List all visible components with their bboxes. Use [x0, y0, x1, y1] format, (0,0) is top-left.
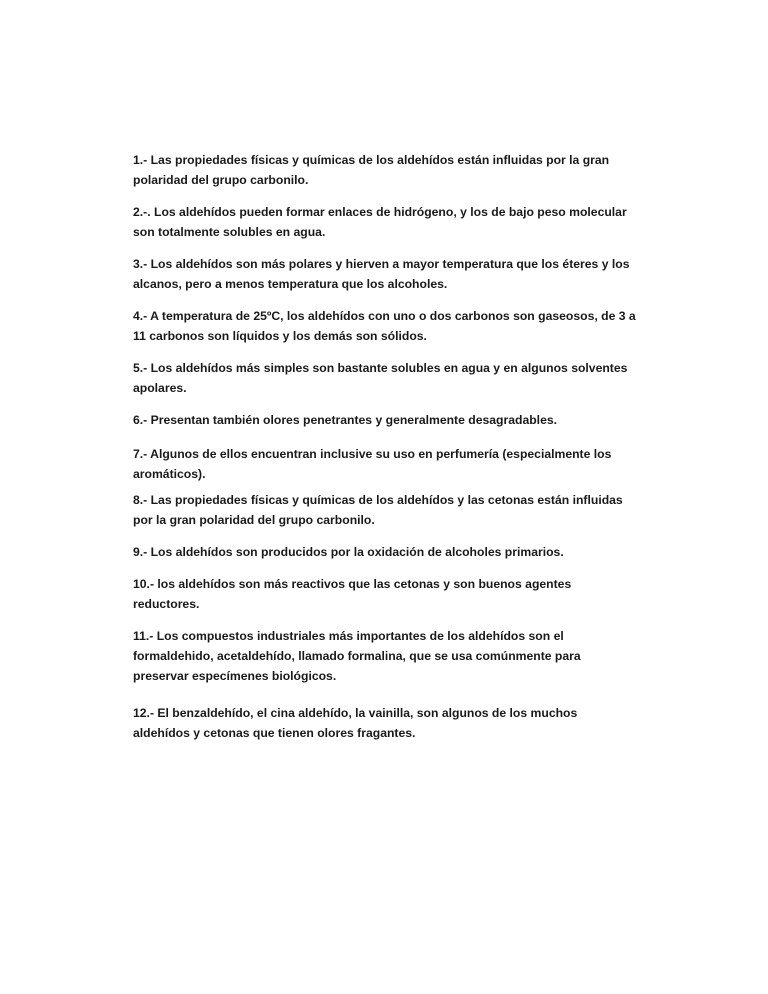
- document-body: [133, 150, 637, 743]
- paragraph-12: 12.- El benzaldehído, el cina aldehído, la vainilla, son algunos de los muchos aldehídos y cetonas que tienen olores fragantes.: [133, 706, 578, 740]
- paragraph-1: 1.- Las propiedades físicas y químicas de los aldehídos están influidas por la gran polaridad del grupo carbonilo.: [133, 153, 610, 187]
- paragraph-6: 6.- Presentan también olores penetrantes y generalmente desagradables.: [133, 413, 558, 427]
- paragraph-11: 11.- Los compuestos industriales más importantes de los aldehídos son el formaldehido, acetaldehído, llamado formalina, que se usa comúnmente para preservar especímenes biológicos.: [133, 629, 581, 683]
- paragraph-5: 5.- Los aldehídos más simples son bastante solubles en agua y en algunos solventes apolares.: [133, 361, 628, 395]
- paragraph-10: 10.- los aldehídos son más reactivos que las cetonas y son buenos agentes reductores.: [133, 577, 572, 611]
- paragraph-3: 3.- Los aldehídos son más polares y hierven a mayor temperatura que los éteres y los alcanos, pero a menos temperatura que los alcoholes.: [133, 257, 630, 291]
- paragraph-2: 2.-. Los aldehídos pueden formar enlaces de hidrógeno, y los de bajo peso molecular son totalmente solubles en agua.: [133, 205, 627, 239]
- paragraph-7: 7.- Algunos de ellos encuentran inclusive su uso en perfumería (especialmente los aromáticos).: [133, 447, 612, 481]
- paragraph-8: 8.- Las propiedades físicas y químicas de los aldehídos y las cetonas están influidas por la gran polaridad del grupo carbonilo.: [133, 493, 623, 527]
- paragraph-4: 4.- A temperatura de 25ºC, los aldehídos con uno o dos carbonos son gaseosos, de 3 a 11 carbonos son líquidos y los demás son sólidos.: [133, 309, 636, 343]
- paragraph-9: 9.- Los aldehídos son producidos por la oxidación de alcoholes primarios.: [133, 545, 564, 559]
